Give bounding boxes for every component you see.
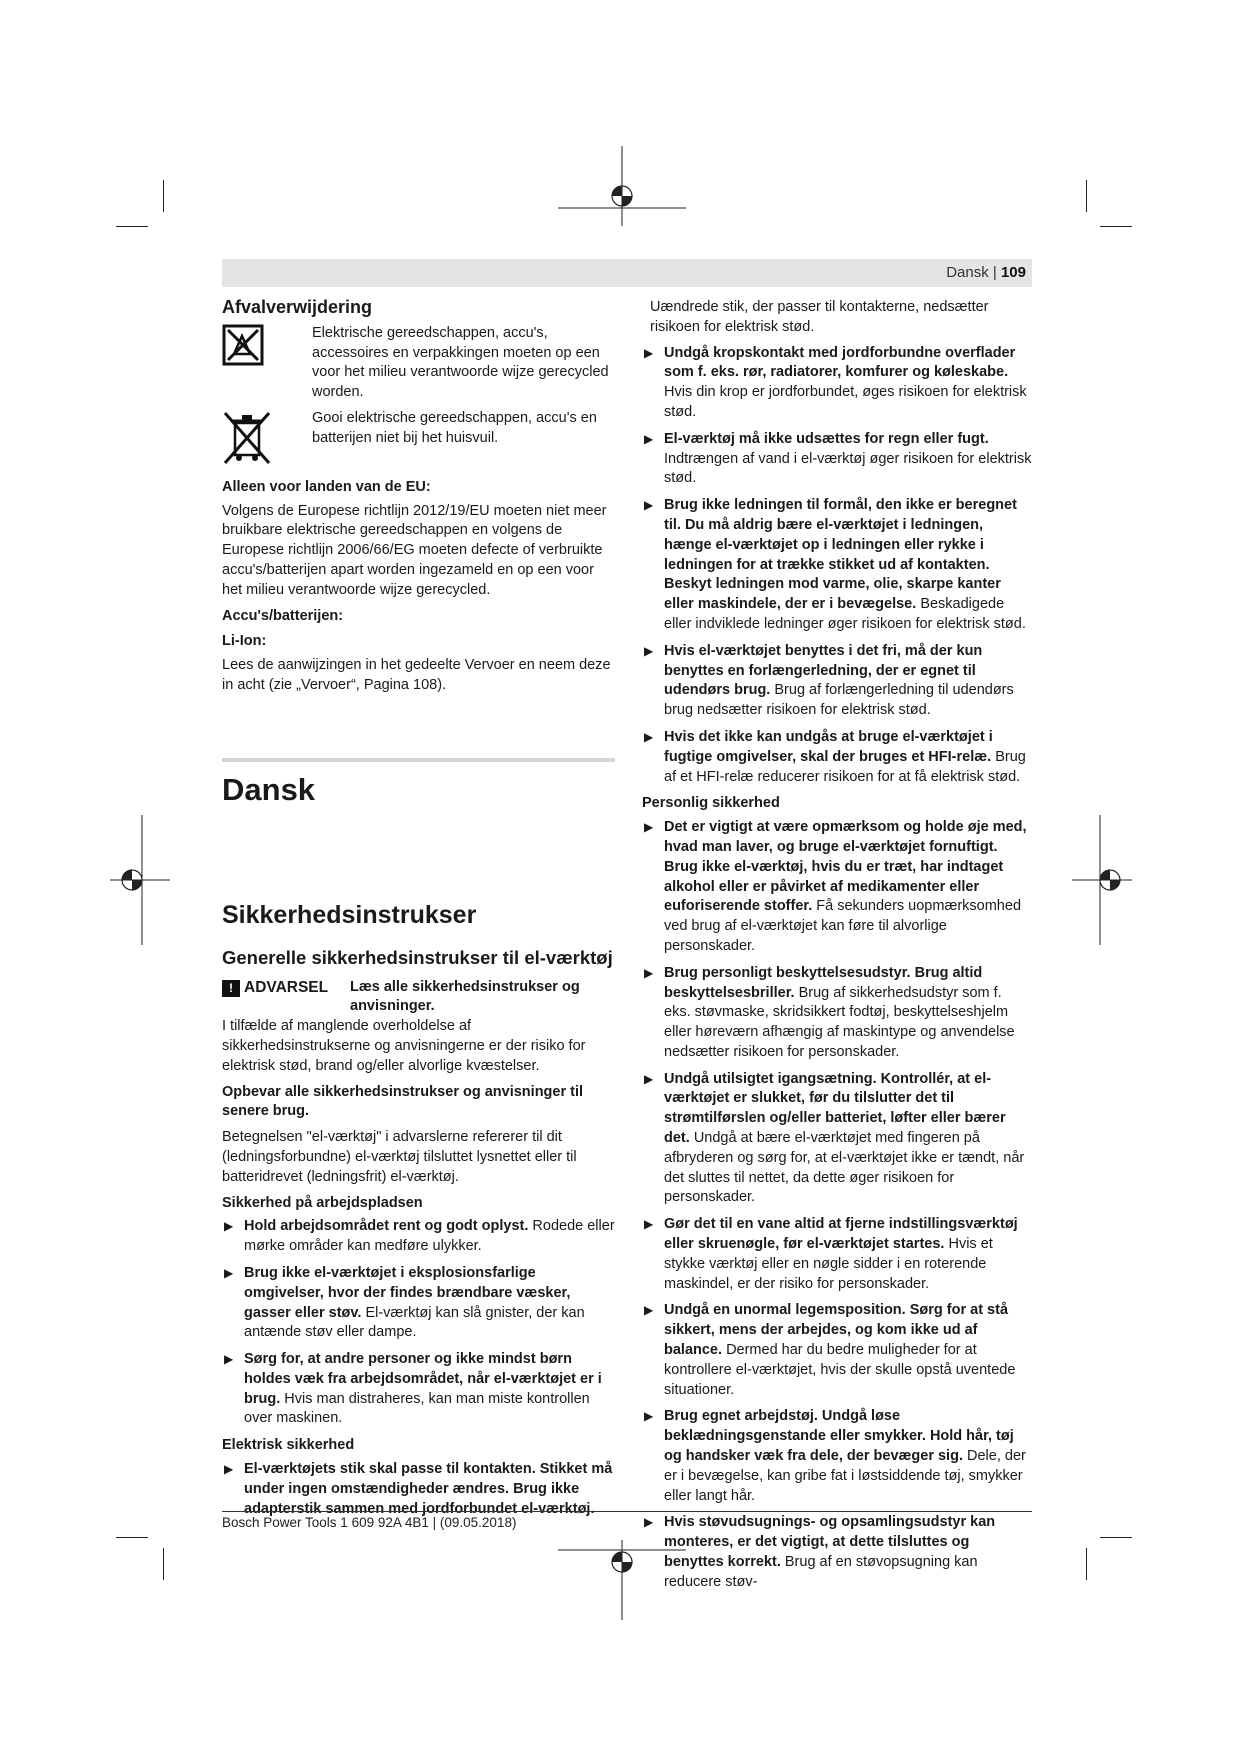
list-item: ▶ El-værktøj må ikke udsættes for regn eller fugt. Indtrængen af vand i el-værktøj øger risikoen for elektrisk stød. bbox=[642, 430, 1032, 489]
eu-text: Volgens de Europese richtlijn 2012/19/EU moeten niet meer bruikbare elektrische gereedschappen en volgens de Europese richtlijn 2006/66/EG moeten defecte of verbruikte accu's/batterijen apart worden ingezameld en op een voor het milieu verantwoorde wijze gerecycled. bbox=[222, 502, 607, 598]
right-column bbox=[642, 298, 1032, 1600]
workplace-heading: Sikkerhed på arbejdspladsen bbox=[222, 1194, 423, 1211]
intro-text: Uændrede stik, der passer til kontakterne, nedsætter risikoen for elektrisk stød. bbox=[650, 299, 989, 335]
list-item: ▶ Brug egnet arbejdstøj. Undgå løse beklædningsgenstande eller smykker. Hold hår, tøj og handsker væk fra dele, der bevæger sig. Dele, der er i bevægelse, kan gribe fat i løstsiddende tøj, smykker eller langt hår. bbox=[642, 1407, 1032, 1506]
workplace-list bbox=[222, 1217, 615, 1429]
crop-mark bbox=[116, 226, 148, 227]
electrical-heading: Elektrisk sikkerhed bbox=[222, 1437, 355, 1454]
left-column bbox=[222, 298, 615, 1526]
recycling-sign-icon bbox=[222, 324, 264, 366]
warning-text: I tilfælde af manglende overholdelse af sikkerhedsinstrukserne og anvisningerne er der risiko for elektrisk stød, brand og/eller alvorlige kvæstelser. bbox=[222, 1018, 586, 1074]
footer-text: Bosch Power Tools 1 609 92A 4B1 | (09.05.2018) bbox=[222, 1515, 517, 1530]
liion-text: Lees de aanwijzingen in het gedeelte Vervoer en neem deze in acht (zie „Vervoer“, Pagina 108). bbox=[222, 657, 611, 693]
section-title: Sikkerhedsinstrukser bbox=[222, 900, 477, 929]
header-label bbox=[946, 264, 1026, 281]
bin-block bbox=[222, 409, 615, 472]
list-item: ▶ Det er vigtigt at være opmærksom og holde øje med, hvad man laver, og bruge el-værktøjet fornuftigt. Brug ikke el-værktøj, hvis du er træt, har indtaget alkohol eller er påvirket af medikamenter eller euforiserende stoffer. Få sekunders uopmærksomhed ved brug af el-værktøjet kan føre til alvorlige personskader. bbox=[642, 818, 1032, 957]
header-separator: | bbox=[992, 264, 997, 281]
warning-block bbox=[222, 978, 615, 1018]
term-definition: Betegnelsen "el-værktøj" i advarslerne refererer til dit (ledningsforbundne) el-værktøj tilsluttet lysnettet eller til batteridrevet (ledningsfrit) el-værktøj. bbox=[222, 1129, 577, 1185]
crop-mark bbox=[1100, 226, 1132, 227]
language-title: Dansk bbox=[222, 771, 316, 807]
electrical-list-continued bbox=[642, 344, 1032, 788]
header-language: Dansk bbox=[946, 264, 989, 281]
recycling-block bbox=[222, 324, 615, 403]
list-item: ▶ Hvis støvudsugnings- og opsamlingsudstyr kan monteres, er det vigtigt, at dette tilsluttes og benyttes korrekt. Brug af en støvopsugning kan reducere støv- bbox=[642, 1513, 1032, 1592]
crossed-bin-icon bbox=[222, 409, 272, 465]
crop-mark bbox=[1086, 1548, 1087, 1580]
crop-mark bbox=[163, 180, 164, 212]
registration-mark-icon bbox=[558, 146, 686, 226]
crop-mark bbox=[116, 1537, 148, 1538]
list-item: ▶ El-værktøjets stik skal passe til kontakten. Stikket må under ingen omstændigheder ændres. Brug ikke adapterstik sammen med jordforbundet el-værktøj. bbox=[222, 1460, 615, 1519]
list-item: ▶ Hvis det ikke kan undgås at bruge el-værktøjet i fugtige omgivelser, skal der bruges et HFI-relæ. Brug af et HFI-relæ reducerer risikoen for at få elektrisk stød. bbox=[642, 728, 1032, 787]
crop-mark bbox=[1100, 1537, 1132, 1538]
list-item: ▶ Undgå utilsigtet igangsætning. Kontrollér, at el-værktøjet er slukket, før du tilslutter det til strømtilførslen og/eller batteriet, løfter eller bærer det. Undgå at bære el-værktøjet med fingeren på afbryderen og sørg for, at el-værktøjet ikke er tændt, når det sluttes til nettet, da dette øger risikoen for personskader. bbox=[642, 1070, 1032, 1209]
list-item: ▶ Undgå en unormal legemsposition. Sørg for at stå sikkert, mens der arbejdes, og kom ikke ud af balance. Dermed har du bedre muligheder for at kontrollere el-værktøjet, hvis der skulle opstå uventede situationer. bbox=[642, 1301, 1032, 1400]
list-item: ▶ Brug ikke ledningen til formål, den ikke er beregnet til. Du må aldrig bære el-værktøjet i ledningen, hænge el-værktøjet op i ledningen eller rykke i ledningen for at trække stikket ud af kontakten. Beskyt ledningen mod varme, olie, skarpe kanter eller maskindele, der er i bevægelse. Beskadigede eller indviklede ledninger øger risikoen for elektrisk stød. bbox=[642, 496, 1032, 635]
list-item: ▶ Gør det til en vane altid at fjerne indstillingsværktøj eller skruenøgle, før el-værktøjet startes. Hvis et stykke værktøj eller en nøgle sidder i en roterende maskindel, er der risiko for personskader. bbox=[642, 1215, 1032, 1294]
page-number: 109 bbox=[1000, 264, 1026, 281]
personal-heading: Personlig sikkerhed bbox=[642, 795, 780, 812]
list-item: ▶ Undgå kropskontakt med jordforbundne overflader som f. eks. rør, radiatorer, komfurer og køleskabe. Hvis din krop er jordforbundet, øges risikoen for elektrisk stød. bbox=[642, 344, 1032, 423]
subsection-title: Generelle sikkerhedsinstrukser til el-værktøj bbox=[222, 946, 613, 968]
list-item: ▶ Sørg for, at andre personer og ikke mindst børn holdes væk fra arbejdsområdet, når el-værktøjet er i brug. Hvis man distraheres, kan man miste kontrollen over maskinen. bbox=[222, 1350, 615, 1429]
personal-list bbox=[642, 818, 1032, 1592]
page-header bbox=[222, 259, 1032, 287]
list-item: ▶ Hold arbejdsområdet rent og godt oplyst. Rodede eller mørke områder kan medføre ulykker. bbox=[222, 1217, 615, 1257]
list-item: ▶ Brug personligt beskyttelsesudstyr. Brug altid beskyttelsesbriller. Brug af sikkerhedsudstyr som f. eks. støvmaske, skridsikkert fodtøj, beskyttelseshjelm eller høreværn afhængig af maskintype og anvendelse nedsætter risikoen for personskader. bbox=[642, 964, 1032, 1063]
crop-mark bbox=[1086, 180, 1087, 212]
keep-instructions: Opbevar alle sikkerhedsinstrukser og anvisninger til senere brug. bbox=[222, 1083, 584, 1120]
warning-label: ADVARSEL bbox=[244, 978, 329, 996]
registration-mark-icon bbox=[1072, 815, 1132, 945]
list-item: ▶ Hvis el-værktøjet benyttes i det fri, må der kun benyttes en forlængerledning, der er egnet til udendørs brug. Brug af forlængerledning til udendørs brug nedsætter risikoen for elektrisk stød. bbox=[642, 642, 1032, 721]
warning-badge bbox=[222, 978, 350, 1018]
disposal-text-1: Elektrische gereedschappen, accu's, accessoires en verpakkingen moeten op een voor het milieu verantwoorde wijze gerecycled worden. bbox=[312, 324, 609, 401]
footer-divider bbox=[222, 1511, 1032, 1512]
section-divider bbox=[222, 758, 615, 762]
warning-bold: Læs alle sikkerhedsinstrukser og anvisninger. bbox=[350, 978, 580, 1015]
registration-mark-icon bbox=[110, 815, 170, 945]
disposal-title: Afvalverwijdering bbox=[222, 297, 373, 317]
accu-heading: Accu's/batterijen: bbox=[222, 607, 344, 624]
crop-mark bbox=[163, 1548, 164, 1580]
warning-triangle-icon: ! bbox=[222, 980, 240, 997]
list-item: ▶ Brug ikke el-værktøjet i eksplosionsfarlige omgivelser, hvor der findes brændbare væsker, gasser eller støv. El-værktøj kan slå gnister, der kan antænde støv eller dampe. bbox=[222, 1264, 615, 1343]
liion-heading: Li-Ion: bbox=[222, 633, 267, 650]
eu-heading: Alleen voor landen van de EU: bbox=[222, 478, 431, 495]
disposal-text-2: Gooi elektrische gereedschappen, accu's en batterijen niet bij het huisvuil. bbox=[312, 409, 597, 446]
